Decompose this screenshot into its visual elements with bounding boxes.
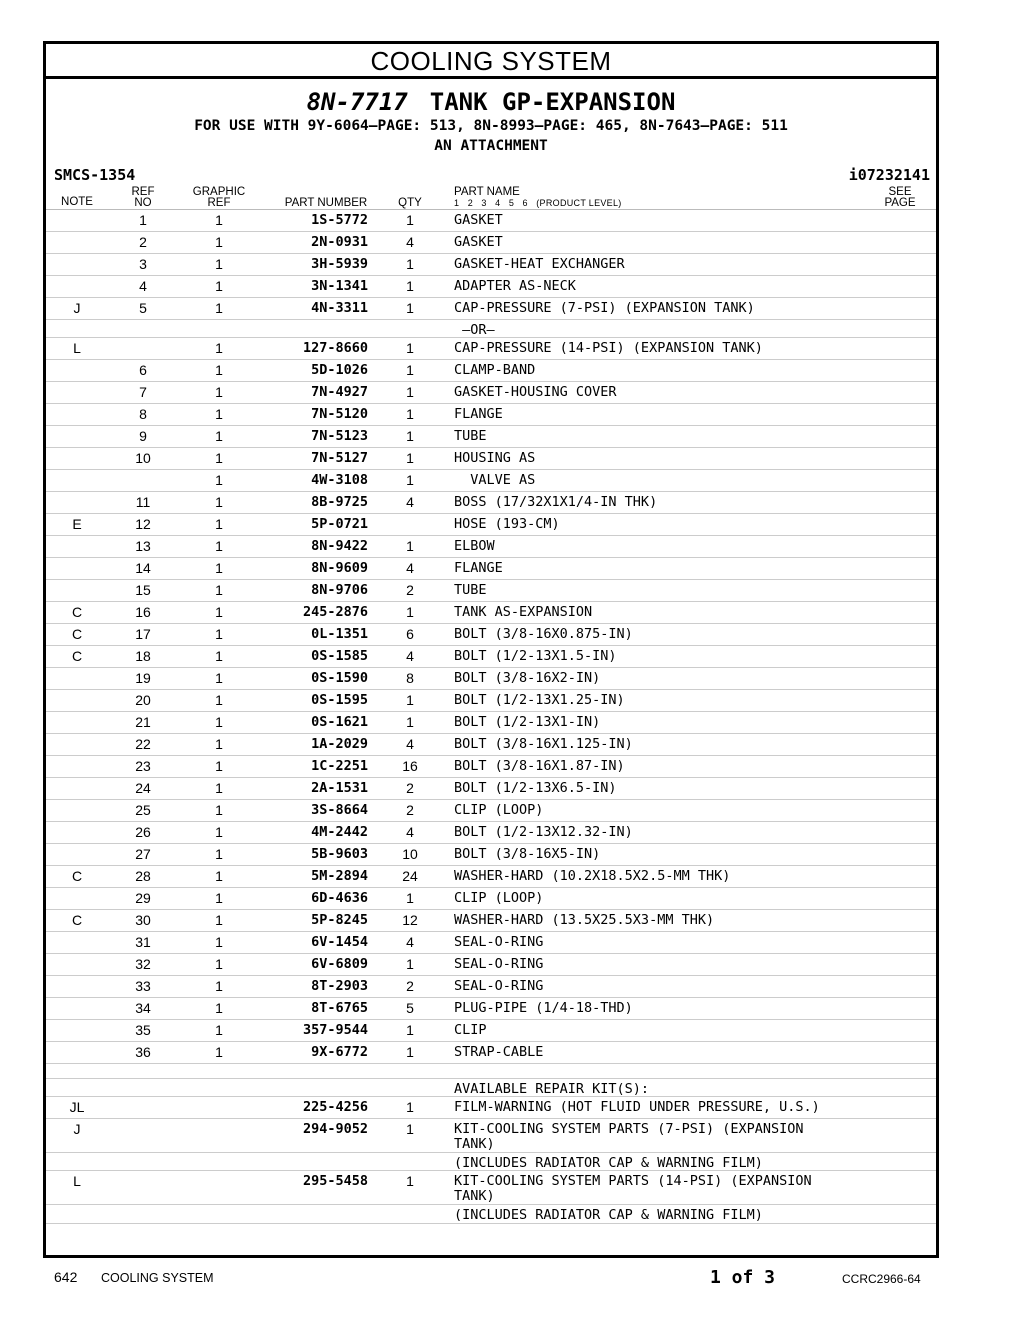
ref-no-cell: 36 <box>135 1044 151 1060</box>
col-ref-no <box>123 187 163 209</box>
col-qty: QTY <box>398 197 422 209</box>
graphic-ref-cell: 1 <box>215 956 223 972</box>
part-number-cell: 0L-1351 <box>311 626 368 642</box>
part-number-cell: 5P-0721 <box>311 516 368 532</box>
note-cell: C <box>71 626 83 642</box>
part-name-cell: CAP-PRESSURE (7-PSI) (EXPANSION TANK) <box>454 300 755 316</box>
group-name: TANK GP-EXPANSION <box>429 88 676 116</box>
col-ref-no-line2: NO <box>134 197 152 209</box>
ref-no-cell: 27 <box>135 846 151 862</box>
ref-no-cell: 16 <box>135 604 151 620</box>
table-row <box>46 232 936 254</box>
col-part-name: PART NAME <box>454 186 520 198</box>
table-row <box>46 558 936 580</box>
table-row <box>46 276 936 298</box>
part-number-cell: 3S-8664 <box>311 802 368 818</box>
qty-cell: 8 <box>406 670 414 686</box>
part-number-cell: 6D-4636 <box>311 890 368 906</box>
part-number-cell: 225-4256 <box>302 1099 368 1115</box>
table-row <box>46 360 936 382</box>
part-name-cell: HOSE (193-CM) <box>454 516 560 532</box>
table-row <box>46 320 936 338</box>
qty-cell: 1 <box>406 538 414 554</box>
table-row <box>46 668 936 690</box>
group-part-number: 8N-7717 <box>306 88 408 116</box>
part-name-cell: BOLT (3/8-16X1.125-IN) <box>454 736 633 752</box>
qty-cell: 1 <box>406 1044 414 1060</box>
graphic-ref-cell: 1 <box>215 538 223 554</box>
qty-cell: 1 <box>406 1173 414 1189</box>
qty-cell: 1 <box>406 714 414 730</box>
note-cell: C <box>71 604 83 620</box>
note-cell: J <box>73 1121 81 1137</box>
graphic-ref-cell: 1 <box>215 714 223 730</box>
part-name-cell: WASHER-HARD (10.2X18.5X2.5-MM THK) <box>454 868 731 884</box>
part-number-cell: 8N-9422 <box>311 538 368 554</box>
part-number-cell: 0S-1590 <box>311 670 368 686</box>
part-number-cell: 8T-6765 <box>311 1000 368 1016</box>
part-name-cell: BOLT (1/2-13X12.32-IN) <box>454 824 633 840</box>
page-number: 642 <box>54 1269 78 1285</box>
part-number-cell: 5P-8245 <box>311 912 368 928</box>
part-name-cell: BOLT (3/8-16X2-IN) <box>454 670 601 686</box>
smcs-code: SMCS-1354 <box>54 166 136 184</box>
ref-no-cell: 28 <box>135 868 151 884</box>
col-graphic-ref-line2: REF <box>207 197 231 209</box>
qty-cell: 2 <box>406 582 414 598</box>
table-row <box>46 492 936 514</box>
graphic-ref-cell: 1 <box>215 406 223 422</box>
ref-no-cell: 6 <box>139 362 147 378</box>
part-number-cell: 0S-1621 <box>311 714 368 730</box>
ref-no-cell: 4 <box>139 278 147 294</box>
part-name-cell: CLIP (LOOP) <box>454 890 544 906</box>
part-name-cell: BOLT (3/8-16X1.87-IN) <box>454 758 625 774</box>
qty-cell: 4 <box>406 648 414 664</box>
part-number-cell: 4W-3108 <box>311 472 368 488</box>
page-footer <box>0 1266 1020 1290</box>
ref-no-cell: 34 <box>135 1000 151 1016</box>
qty-cell: 1 <box>406 300 414 316</box>
part-name-cell: STRAP-CABLE <box>454 1044 544 1060</box>
qty-cell: 1 <box>406 428 414 444</box>
qty-cell: 1 <box>406 362 414 378</box>
graphic-ref-cell: 1 <box>215 692 223 708</box>
table-row <box>46 1079 936 1097</box>
qty-cell: 6 <box>406 626 414 642</box>
part-name-cell: GASKET-HEAT EXCHANGER <box>454 256 625 272</box>
graphic-ref-cell: 1 <box>215 472 223 488</box>
part-number-cell: 8N-9609 <box>311 560 368 576</box>
ref-no-cell: 11 <box>135 494 151 510</box>
part-number-cell: 7N-4927 <box>311 384 368 400</box>
graphic-ref-cell: 1 <box>215 868 223 884</box>
part-name-cell: CLIP (LOOP) <box>454 802 544 818</box>
part-name-cell: —OR— <box>454 322 495 338</box>
part-number-cell: 1C-2251 <box>311 758 368 774</box>
part-number-cell: 3H-5939 <box>311 256 368 272</box>
graphic-ref-cell: 1 <box>215 780 223 796</box>
part-name-cell: FLANGE <box>454 560 503 576</box>
part-name-cell: TUBE <box>454 582 487 598</box>
qty-cell: 1 <box>406 472 414 488</box>
part-number-cell: 7N-5127 <box>311 450 368 466</box>
qty-cell: 12 <box>402 912 418 928</box>
table-row <box>46 1097 936 1119</box>
graphic-ref-cell: 1 <box>215 256 223 272</box>
part-name-cell: GASKET-HOUSING COVER <box>454 384 617 400</box>
table-row <box>46 470 936 492</box>
ref-no-cell: 29 <box>135 890 151 906</box>
ref-no-cell: 10 <box>135 450 151 466</box>
part-number-cell: 7N-5120 <box>311 406 368 422</box>
graphic-ref-cell: 1 <box>215 494 223 510</box>
col-part-number: PART NUMBER <box>284 197 368 209</box>
part-name-cell: TUBE <box>454 428 487 444</box>
graphic-ref-cell: 1 <box>215 428 223 444</box>
table-row <box>46 932 936 954</box>
ref-no-cell: 22 <box>135 736 151 752</box>
attachment-label: AN ATTACHMENT <box>434 138 548 154</box>
part-number-cell: 127-8660 <box>302 340 368 356</box>
qty-cell: 1 <box>406 1022 414 1038</box>
table-row <box>46 800 936 822</box>
note-cell: C <box>71 648 83 664</box>
qty-cell: 5 <box>406 1000 414 1016</box>
group-title <box>46 88 936 116</box>
table-row <box>46 536 936 558</box>
parts-list-frame <box>43 41 939 1258</box>
document-code: CCRC2966-64 <box>842 1272 921 1286</box>
parts-table <box>46 210 936 1224</box>
graphic-ref-cell: 1 <box>215 934 223 950</box>
part-name-cell: PLUG-PIPE (1/4-18-THD) <box>454 1000 633 1016</box>
part-number-cell: 3N-1341 <box>311 278 368 294</box>
graphic-ref-cell: 1 <box>215 450 223 466</box>
part-number-cell: 7N-5123 <box>311 428 368 444</box>
table-row <box>46 210 936 232</box>
table-row <box>46 690 936 712</box>
part-number-cell: 8N-9706 <box>311 582 368 598</box>
col-see-page-line2: PAGE <box>884 197 916 209</box>
ref-no-cell: 8 <box>139 406 147 422</box>
graphic-ref-cell: 1 <box>215 736 223 752</box>
part-name-cell: BOSS (17/32X1X1/4-IN THK) <box>454 494 658 510</box>
table-row <box>46 1042 936 1064</box>
table-row <box>46 254 936 276</box>
table-row <box>46 646 936 668</box>
qty-cell: 1 <box>406 1099 414 1115</box>
part-name-cell: AVAILABLE REPAIR KIT(S): <box>454 1081 650 1097</box>
table-row <box>46 624 936 646</box>
part-name-cell: ADAPTER AS-NECK <box>454 278 576 294</box>
ref-no-cell: 31 <box>135 934 151 950</box>
part-name-cell: FILM-WARNING (HOT FLUID UNDER PRESSURE, U.S.) <box>454 1099 820 1115</box>
graphic-ref-cell: 1 <box>215 278 223 294</box>
table-row <box>46 866 936 888</box>
table-row <box>46 888 936 910</box>
ref-no-cell: 13 <box>135 538 151 554</box>
part-number-cell: 1A-2029 <box>311 736 368 752</box>
qty-cell: 4 <box>406 736 414 752</box>
graphic-ref-cell: 1 <box>215 626 223 642</box>
qty-cell: 16 <box>402 758 418 774</box>
note-cell: J <box>73 300 81 316</box>
qty-cell: 4 <box>406 824 414 840</box>
graphic-ref-cell: 1 <box>215 300 223 316</box>
qty-cell: 2 <box>406 978 414 994</box>
part-name-cell: CLAMP-BAND <box>454 362 536 378</box>
part-name-cell: TANK AS-EXPANSION <box>454 604 593 620</box>
graphic-ref-cell: 1 <box>215 758 223 774</box>
table-row <box>46 822 936 844</box>
ref-no-cell: 5 <box>139 300 147 316</box>
qty-cell: 1 <box>406 340 414 356</box>
part-name-cell: KIT-COOLING SYSTEM PARTS (7-PSI) (EXPANSION TANK) <box>454 1121 804 1152</box>
ref-no-cell: 7 <box>139 384 147 400</box>
table-row <box>46 580 936 602</box>
part-number-cell: 8B-9725 <box>311 494 368 510</box>
ref-no-cell: 23 <box>135 758 151 774</box>
graphic-ref-cell: 1 <box>215 824 223 840</box>
qty-cell: 4 <box>406 494 414 510</box>
graphic-ref-cell: 1 <box>215 978 223 994</box>
part-name-cell: (INCLUDES RADIATOR CAP & WARNING FILM) <box>454 1155 763 1171</box>
part-name-cell: BOLT (1/2-13X1.5-IN) <box>454 648 617 664</box>
part-name-cell: (INCLUDES RADIATOR CAP & WARNING FILM) <box>454 1207 763 1223</box>
ref-no-cell: 25 <box>135 802 151 818</box>
ref-no-cell: 21 <box>135 714 151 730</box>
qty-cell: 1 <box>406 956 414 972</box>
graphic-ref-cell: 1 <box>215 670 223 686</box>
graphic-ref-cell: 1 <box>215 1022 223 1038</box>
ref-no-cell: 9 <box>139 428 147 444</box>
part-name-cell: SEAL-O-RING <box>454 956 544 972</box>
graphic-ref-cell: 1 <box>215 802 223 818</box>
part-number-cell: 357-9544 <box>302 1022 368 1038</box>
part-name-cell: HOUSING AS <box>454 450 536 466</box>
graphic-ref-cell: 1 <box>215 648 223 664</box>
graphic-ref-cell: 1 <box>215 604 223 620</box>
graphic-ref-cell: 1 <box>215 1044 223 1060</box>
ref-no-cell: 33 <box>135 978 151 994</box>
ref-no-cell: 15 <box>135 582 151 598</box>
table-row <box>46 778 936 800</box>
ref-no-cell: 26 <box>135 824 151 840</box>
table-row <box>46 1153 936 1171</box>
qty-cell: 1 <box>406 1121 414 1137</box>
graphic-ref-cell: 1 <box>215 212 223 228</box>
ref-no-cell: 1 <box>139 212 147 228</box>
part-name-cell: KIT-COOLING SYSTEM PARTS (14-PSI) (EXPANSION TANK) <box>454 1173 812 1204</box>
note-cell: E <box>72 516 82 532</box>
part-name-cell: VALVE AS <box>454 472 536 488</box>
table-row <box>46 404 936 426</box>
table-row <box>46 602 936 624</box>
col-graphic-ref <box>182 187 256 209</box>
table-row <box>46 756 936 778</box>
qty-cell: 10 <box>402 846 418 862</box>
graphic-ref-cell: 1 <box>215 890 223 906</box>
part-number-cell: 6V-6809 <box>311 956 368 972</box>
ref-no-cell: 19 <box>135 670 151 686</box>
table-row <box>46 1020 936 1042</box>
part-name-cell: SEAL-O-RING <box>454 934 544 950</box>
part-number-cell: 1S-5772 <box>311 212 368 228</box>
graphic-ref-cell: 1 <box>215 1000 223 1016</box>
part-name-cell: BOLT (3/8-16X5-IN) <box>454 846 601 862</box>
graphic-ref-cell: 1 <box>215 384 223 400</box>
ref-no-cell: 35 <box>135 1022 151 1038</box>
table-row <box>46 954 936 976</box>
note-cell: L <box>73 340 81 356</box>
page-of: 1 of 3 <box>710 1267 776 1288</box>
graphic-ref-cell: 1 <box>215 582 223 598</box>
note-cell: C <box>71 868 83 884</box>
part-number-cell: 245-2876 <box>302 604 368 620</box>
graphic-ref-cell: 1 <box>215 846 223 862</box>
table-row <box>46 514 936 536</box>
qty-cell: 4 <box>406 560 414 576</box>
col-product-level: 1 2 3 4 5 6 (PRODUCT LEVEL) <box>454 198 622 208</box>
qty-cell: 4 <box>406 934 414 950</box>
graphic-ref-cell: 1 <box>215 560 223 576</box>
part-name-cell: BOLT (3/8-16X0.875-IN) <box>454 626 633 642</box>
part-name-cell: ELBOW <box>454 538 495 554</box>
part-name-cell: WASHER-HARD (13.5X25.5X3-MM THK) <box>454 912 715 928</box>
ref-no-cell: 32 <box>135 956 151 972</box>
qty-cell: 1 <box>406 604 414 620</box>
part-name-cell: SEAL-O-RING <box>454 978 544 994</box>
for-use-with: FOR USE WITH 9Y-6064—PAGE: 513, 8N-8993—PAGE: 465, 8N-7643—PAGE: 511 <box>194 118 788 134</box>
col-see-page <box>878 187 922 209</box>
smcs-line <box>46 165 936 185</box>
table-row <box>46 976 936 998</box>
graphic-ref-cell: 1 <box>215 912 223 928</box>
qty-cell: 1 <box>406 384 414 400</box>
table-row <box>46 298 936 320</box>
ref-no-cell: 30 <box>135 912 151 928</box>
part-name-cell: BOLT (1/2-13X6.5-IN) <box>454 780 617 796</box>
table-row <box>46 448 936 470</box>
table-row <box>46 1064 936 1079</box>
part-name-cell: GASKET <box>454 212 503 228</box>
part-number-cell: 4N-3311 <box>311 300 368 316</box>
part-name-cell: CLIP <box>454 1022 487 1038</box>
ref-no-cell: 14 <box>135 560 151 576</box>
table-row <box>46 1205 936 1224</box>
qty-cell: 1 <box>406 890 414 906</box>
qty-cell: 1 <box>406 278 414 294</box>
part-name-cell: BOLT (1/2-13X1-IN) <box>454 714 601 730</box>
part-number-cell: 295-5458 <box>302 1173 368 1189</box>
table-row <box>46 844 936 866</box>
col-note: NOTE <box>61 196 93 208</box>
part-name-cell: GASKET <box>454 234 503 250</box>
qty-cell: 2 <box>406 802 414 818</box>
part-name-cell: BOLT (1/2-13X1.25-IN) <box>454 692 625 708</box>
col-see-page-line1: SEE <box>888 186 912 198</box>
ref-no-cell: 20 <box>135 692 151 708</box>
ref-no-cell: 3 <box>139 256 147 272</box>
illustration-id: i07232141 <box>848 166 930 184</box>
qty-cell: 4 <box>406 234 414 250</box>
col-ref-no-line1: REF <box>131 186 155 198</box>
table-row <box>46 734 936 756</box>
qty-cell: 1 <box>406 256 414 272</box>
ref-no-cell: 12 <box>135 516 151 532</box>
ref-no-cell: 18 <box>135 648 151 664</box>
qty-cell: 24 <box>402 868 418 884</box>
part-number-cell: 2N-0931 <box>311 234 368 250</box>
part-number-cell: 2A-1531 <box>311 780 368 796</box>
part-name-cell: CAP-PRESSURE (14-PSI) (EXPANSION TANK) <box>454 340 763 356</box>
ref-no-cell: 24 <box>135 780 151 796</box>
section-title: COOLING SYSTEM <box>46 44 936 79</box>
table-row <box>46 1119 936 1153</box>
part-number-cell: 8T-2903 <box>311 978 368 994</box>
qty-cell: 1 <box>406 406 414 422</box>
graphic-ref-cell: 1 <box>215 340 223 356</box>
ref-no-cell: 2 <box>139 234 147 250</box>
col-graphic-ref-line1: GRAPHIC <box>192 186 246 198</box>
part-number-cell: 0S-1595 <box>311 692 368 708</box>
part-number-cell: 4M-2442 <box>311 824 368 840</box>
part-number-cell: 294-9052 <box>302 1121 368 1137</box>
column-header <box>46 185 936 210</box>
part-number-cell: 0S-1585 <box>311 648 368 664</box>
qty-cell: 1 <box>406 450 414 466</box>
graphic-ref-cell: 1 <box>215 516 223 532</box>
part-number-cell: 5D-1026 <box>311 362 368 378</box>
part-name-cell: FLANGE <box>454 406 503 422</box>
graphic-ref-cell: 1 <box>215 234 223 250</box>
note-cell: C <box>71 912 83 928</box>
table-row <box>46 712 936 734</box>
qty-cell: 2 <box>406 780 414 796</box>
graphic-ref-cell: 1 <box>215 362 223 378</box>
qty-cell: 1 <box>406 692 414 708</box>
qty-cell: 1 <box>406 212 414 228</box>
table-row <box>46 1171 936 1205</box>
part-number-cell: 5M-2894 <box>311 868 368 884</box>
part-number-cell: 9X-6772 <box>311 1044 368 1060</box>
table-row <box>46 998 936 1020</box>
ref-no-cell: 17 <box>135 626 151 642</box>
part-number-cell: 6V-1454 <box>311 934 368 950</box>
part-number-cell: 5B-9603 <box>311 846 368 862</box>
note-cell: L <box>73 1173 81 1189</box>
footer-section: COOLING SYSTEM <box>101 1271 214 1285</box>
table-row <box>46 426 936 448</box>
table-row <box>46 382 936 404</box>
table-row <box>46 910 936 932</box>
table-row <box>46 338 936 360</box>
note-cell: JL <box>69 1099 85 1115</box>
